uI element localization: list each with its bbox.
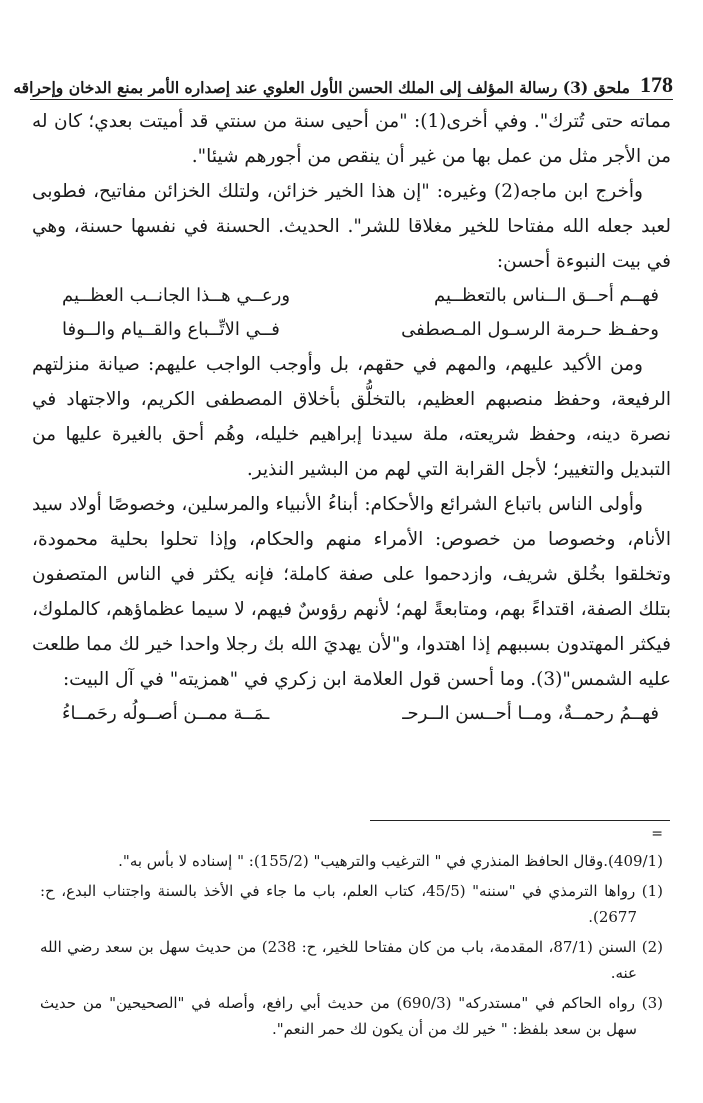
page-header	[13, 62, 673, 97]
verse-hemistich-left: فــي الاتِّــباع والقــيام والــوفا	[62, 319, 280, 340]
verse-hemistich-left: ورعــي هــذا الجانــب العظــيم	[62, 285, 291, 306]
footnote-separator	[370, 820, 670, 821]
main-text	[32, 104, 671, 731]
verse-hemistich-right: فهــم أحــق الــناس بالتعظــيم	[433, 285, 659, 306]
verse-line-2	[32, 313, 671, 347]
verse-line-3	[32, 697, 671, 731]
verse-line-1	[32, 279, 671, 313]
page-number: 178	[640, 72, 673, 97]
paragraph-2: وأخرج ابن ماجه(2) وغيره: "إن هذا الخير خزائن، ولتلك الخزائن مفاتيح، فطوبى لعبد جعله الله مفتاحا للخير مغلاقا للشر". الحديث. الحسنة في نفسها حسنة، وهي في بيت النبوءة أحسن:	[32, 181, 671, 272]
footnote-1: (1) رواها الترمذي في "سننه" (45/5، كتاب العلم، باب ما جاء في الأخذ بالسنة واجتناب البدع، ح: 2677).	[40, 882, 663, 926]
verse-hemistich-left: ـمَــة ممــن أصــولُه رحَمــاءُ	[62, 703, 270, 724]
footnote-3: (3) رواه الحاكم في "مستدركه" (690/3) من حديث أبي رافع، وأصله في "الصحيحين" من حديث سهل بن سعد بلفظ: " خير لك من أن يكون لك حمر النعم".	[40, 994, 664, 1038]
running-title: ملحق (3) رسالة المؤلف إلى الملك الحسن الأول العلوي عند إصداره الأمر بمنع الدخان وإحراقه	[13, 77, 630, 97]
paragraph-3: ومن الأكيد عليهم، والمهم في حقهم، بل وأوجب الواجب عليهم: صيانة منزلتهم الرفيعة، وحفظ منصبهم العظيم، بالتخلُّق بأخلاق المصطفى الكريم، والاجتهاد في نصرة دينه، وحفظ شريعته، ملة سيدنا إبراهيم خليله، وهُم أحق بالغيرة عليها من التبديل والتغيير؛ لأجل القرابة التي لهم من البشير النذير.	[32, 354, 671, 480]
footnote-continued: (409/1).وقال الحافظ المنذري في " الترغيب والترهيب" (155/2): " إسناده لا بأس به".	[118, 852, 663, 870]
verse-hemistich-right: وحفـظ حـرمة الرسـول المـصطفى	[401, 319, 659, 340]
verse-hemistich-right: فهــمُ رحمــةٌ، ومــا أحــسن الــرحـ	[402, 703, 659, 724]
header-rule	[30, 99, 673, 100]
paragraph-4: وأولى الناس باتباع الشرائع والأحكام: أبناءُ الأنبياء والمرسلين، وخصوصًا أولاد سيد الأنام، وخصوصا من خصوص: الأمراء منهم والحكام، وإذا تحلوا بحلية محمودة، وتخلقوا بخُلق شريف، وازدحموا على صفة كاملة؛ فإنه يكثر في الناس المتصفون بتلك الصفة، اقتداءً بهم، ومتابعةً لهم؛ لأنهم رؤوسٌ فيهم، لا سيما عظماؤهم، كالملوك، فيكثر المهتدون بسببهم إذا اهتدوا، و"لأن يهديَ الله بك رجلا واحدا خير لك مما طلعت عليه الشمس"(3). وما أحسن قول العلامة ابن زكري في "همزيته" في آل البيت:	[32, 494, 671, 690]
footnote-2: (2) السنن (87/1، المقدمة، باب من كان مفتاحا للخير، ح: 238) من حديث سهل بن سعد رضي الله عنه.	[40, 938, 663, 982]
footnotes	[40, 848, 663, 1046]
paragraph-1: مماته حتى تُترك". وفي أخرى(1): "من أحيى سنة من سنتي قد أميتت بعدي؛ كان له من الأجر مثل من عمل بها من غير أن ينقص من أجورهم شيئا".	[32, 111, 671, 167]
footnote-continuation-marker: =	[651, 826, 663, 842]
